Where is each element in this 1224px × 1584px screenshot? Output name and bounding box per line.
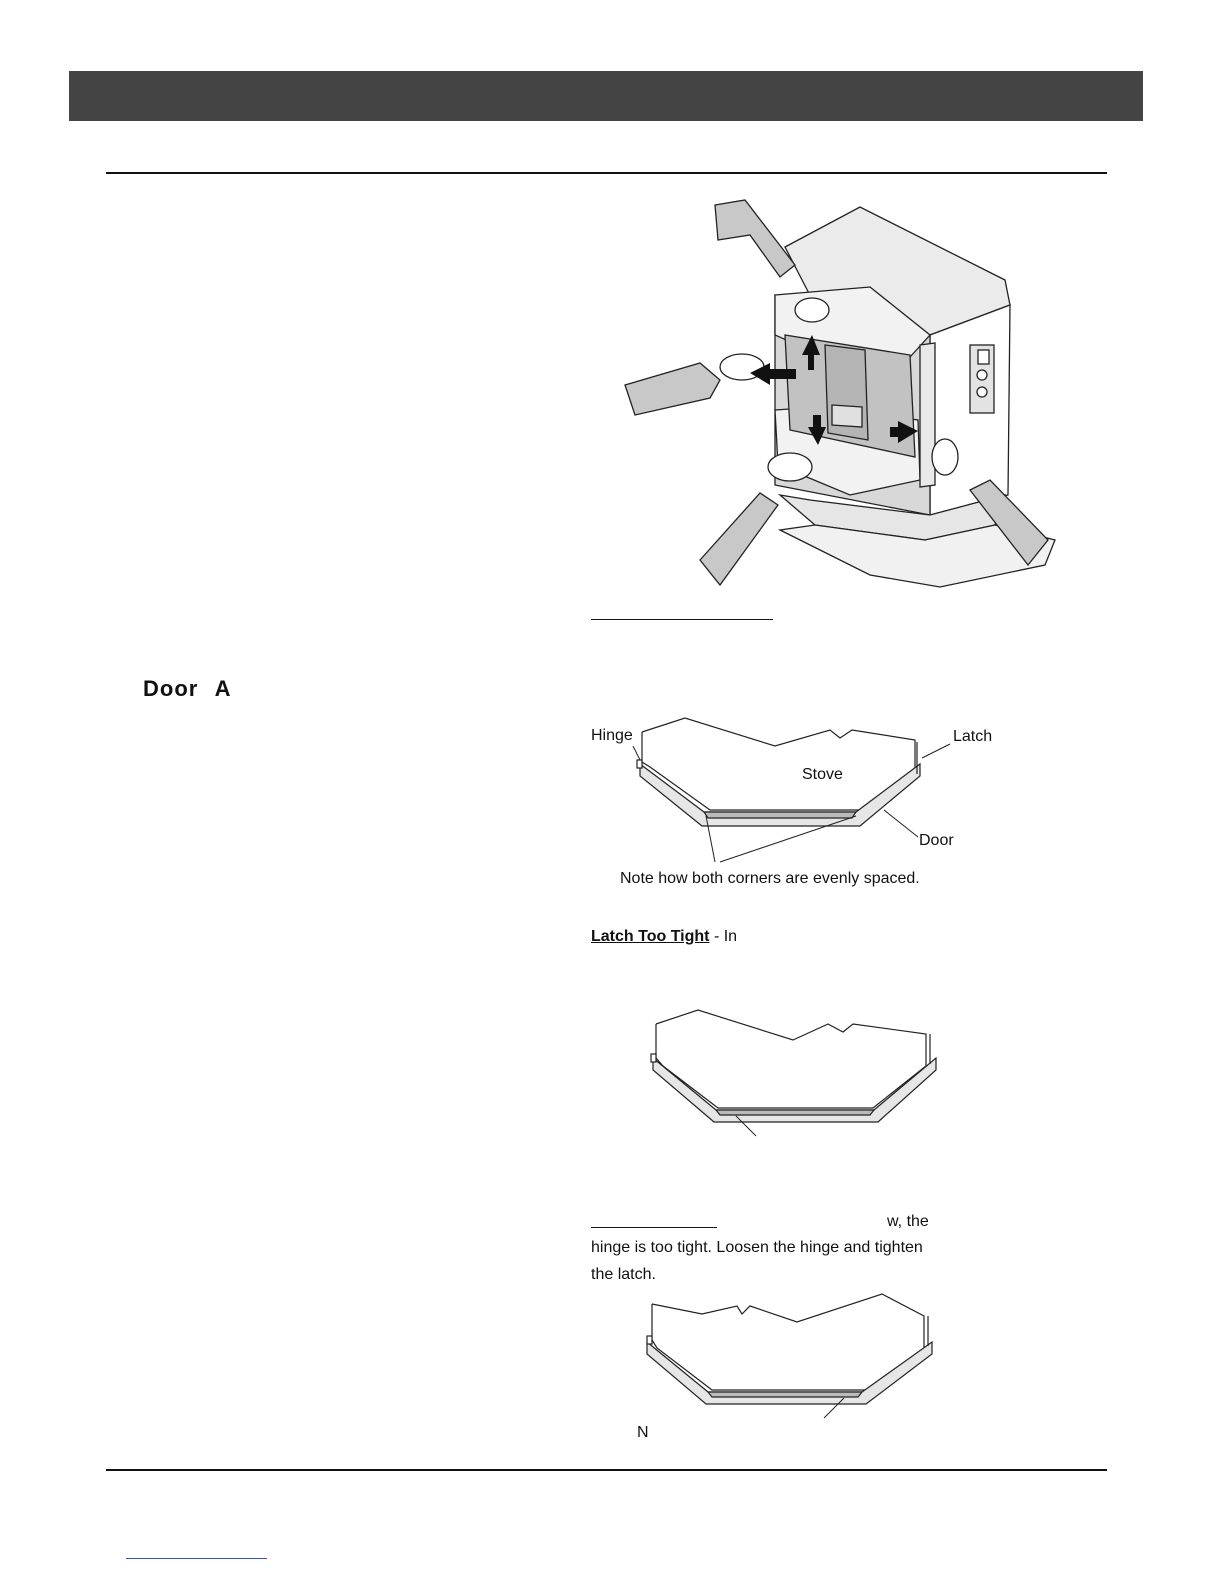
hinge-label: Hinge [591, 727, 633, 744]
caption-blank-line [591, 619, 773, 620]
latch-too-tight-paragraph [591, 924, 737, 951]
hinge-too-tight-line2: hinge is too tight. Loosen the hinge and tighten [591, 1239, 923, 1256]
hinge-too-tight-line1: w, the [887, 1213, 929, 1230]
hinge-too-tight-diagram [642, 1290, 937, 1425]
latch-too-tight-text: - In [709, 928, 738, 945]
stove-door-removal-illustration [600, 195, 1060, 595]
stove-label: Stove [802, 766, 843, 783]
bottom-rule [106, 1469, 1107, 1471]
latch-label: Latch [953, 728, 993, 745]
section-heading: Door A [143, 676, 232, 701]
hinge-note-fragment: N [637, 1424, 649, 1441]
latch-too-tight-title: Latch Too Tight [591, 928, 710, 945]
header-bar [69, 71, 1143, 121]
latch-too-tight-diagram [648, 1006, 943, 1146]
door-aligned-diagram [630, 712, 930, 862]
door-label: Door [919, 832, 954, 849]
hinge-title-blank-line [591, 1227, 717, 1228]
aligned-caption: Note how both corners are evenly spaced. [620, 870, 920, 887]
hinge-too-tight-line3: the latch. [591, 1266, 656, 1283]
footer-link-underline[interactable] [126, 1558, 267, 1559]
top-rule [106, 172, 1107, 174]
